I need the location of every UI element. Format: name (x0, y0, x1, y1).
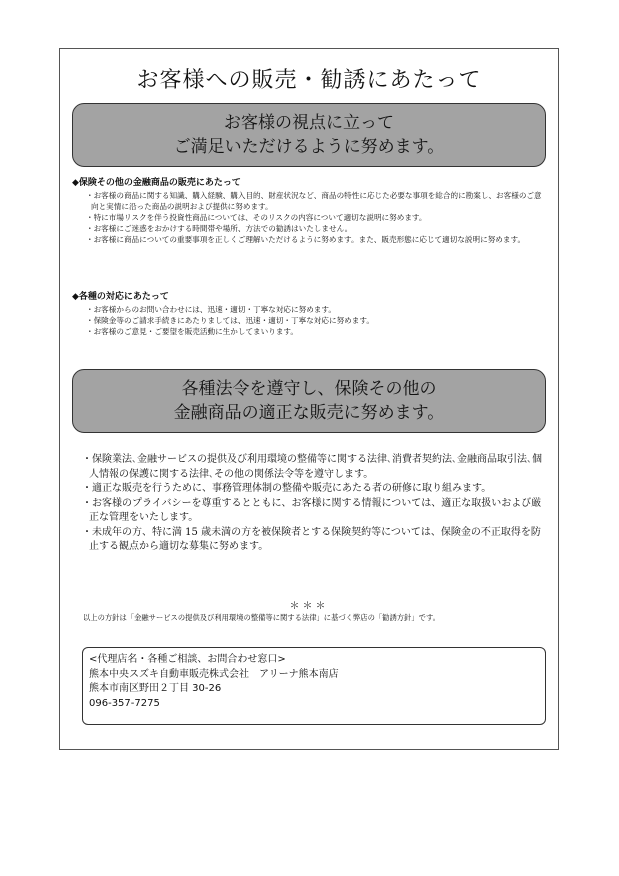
contact-heading: <代理店名・各種ご相談、お問合わせ窓口> (89, 654, 286, 665)
list-item: ・保険業法､金融サービスの提供及び利用環境の整備等に関する法律､消費者契約法､金融商品取引法､個人情報の保護に関する法律､その他の関係法令等を遵守します。 (82, 454, 542, 480)
section-heading: ◆各種の対応にあたって (72, 292, 169, 302)
agency-address: 熊本市南区野田２丁目 30-26 (89, 683, 222, 694)
list-item: ・お客様のプライバシーを尊重するとともに、お客様に関する情報については、適正な取扱いおよび厳正な管理をいたします。 (82, 497, 542, 523)
list-item: ・未成年の方、特に満 15 歳未満の方を被保険者とする保険契約等については、保険金の不正取得を防止する観点から適切な募集に努めます。 (82, 526, 541, 552)
list-item: ・お客様からのお問い合わせには、迅速・適切・丁寧な対応に努めます。 (86, 305, 336, 314)
list-item: ・お客様の商品に関する知識、購入経験、購入目的、財産状況など、商品の特性に応じた必要な事項を総合的に勘案し、お客様のご意向と実情に沿った商品の説明および提供に努めます。 (86, 191, 542, 211)
section-list (72, 190, 548, 245)
contact-box (82, 647, 546, 725)
section-responses (72, 291, 548, 337)
list-item: ・お客様に商品についての重要事項を正しくご理解いただけるように努めます。また、販売形態に応じて適切な説明に努めます。 (86, 235, 526, 244)
banner-line: 各種法令を遵守し、保険その他の (181, 379, 437, 399)
list-item: ・お客様のご意見・ご要望を販売活動に生かしてまいります。 (86, 327, 299, 336)
list-item: ・適正な販売を行うために、事務管理体制の整備や販売にあたる者の研修に取り組みます。 (82, 483, 492, 494)
list-item: ・特に市場リスクを伴う投資性商品については、そのリスクの内容について適切な説明に努めます。 (86, 213, 427, 222)
section-financial-products (72, 177, 548, 245)
banner-line: お客様の視点に立って (224, 113, 394, 133)
policy-frame (59, 48, 559, 750)
banner-compliance (72, 369, 546, 433)
list-item: ・お客様にご迷惑をおかけする時間帯や場所、方法での勧誘はいたしません。 (86, 224, 353, 233)
banner-customer-viewpoint (72, 103, 546, 167)
policy-footnote: 以上の方針は「金融サービスの提供及び利用環境の整備等に関する法律」に基づく弊店の「勧誘方針」です。 (83, 613, 440, 622)
banner-line: ご満足いただけるように努めます。 (173, 137, 445, 157)
banner-line: 金融商品の適正な販売に努めます。 (173, 403, 445, 423)
page-title: お客様への販売・勧誘にあたって (136, 68, 482, 93)
compliance-list (82, 453, 544, 555)
section-heading: ◆保険その他の金融商品の販売にあたって (72, 178, 241, 188)
agency-phone: 096-357-7275 (89, 697, 160, 709)
section-list (72, 304, 548, 337)
list-item: ・保険金等のご請求手続きにあたりましては、迅速・適切・丁寧な対応に努めます。 (86, 316, 374, 325)
agency-name: 熊本中央スズキ自動車販売株式会社 アリーナ熊本南店 (89, 668, 339, 680)
divider-stars: ＊＊＊ (289, 601, 329, 612)
